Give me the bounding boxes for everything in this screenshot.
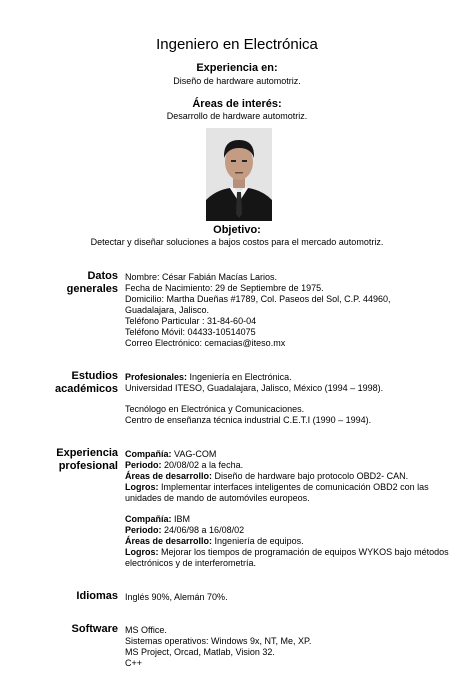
software-content xyxy=(125,625,455,669)
job-2-achievements-label: Logros: xyxy=(125,547,159,557)
studies-ceti: Centro de enseñanza técnica industrial C.E.T.I (1990 – 1994). xyxy=(125,415,372,425)
general-mobile-phone: Teléfono Móvil: 04433-10514075 xyxy=(125,327,256,337)
job-2-period xyxy=(125,525,455,536)
experience-label-line-2: profesional xyxy=(58,460,118,472)
job-1-achievements-value: Implementar interfaces inteligentes de comunicación OBD2 con las unidades de mando de automóviles europeos. xyxy=(125,482,429,503)
languages-content xyxy=(125,592,455,603)
job-2-areas-value: Ingeniería de equipos. xyxy=(212,536,304,546)
studies-university: Universidad ITESO, Guadalajara, Jalisco, México (1994 – 1998). xyxy=(125,383,384,393)
portrait-photo-icon xyxy=(206,128,272,221)
job-2-period-value: 24/06/98 a 16/08/02 xyxy=(161,525,245,535)
experience-content xyxy=(125,449,455,569)
objective-text: Detectar y diseñar soluciones a bajos costos para el mercado automotriz. xyxy=(90,237,384,247)
languages-label: Idiomas xyxy=(76,590,118,602)
job-1-achievements-label: Logros: xyxy=(125,482,159,492)
general-city: Guadalajara, Jalisco. xyxy=(125,305,210,315)
job-1-company-value: VAG-COM xyxy=(171,449,217,459)
studies-professional-value: Ingeniería en Electrónica. xyxy=(187,372,292,382)
general-address: Domicilio: Martha Dueñas #1789, Col. Paseos del Sol, C.P. 44960, xyxy=(125,294,391,304)
software-label: Software xyxy=(71,623,118,635)
job-2-areas xyxy=(125,536,455,547)
software-office: MS Office. xyxy=(125,625,167,635)
studies-label-line-1: Estudios xyxy=(71,370,118,382)
job-2-achievements-value: Mejorar los tiempos de programación de equipos WYKOS bajo métodos electrónicos y de interferometría. xyxy=(125,547,449,568)
portrait-photo xyxy=(206,128,272,221)
studies-label-line-2: académicos xyxy=(55,383,118,395)
job-1-areas-value: Diseño de hardware bajo protocolo OBD2- CAN. xyxy=(212,471,409,481)
job-2-period-label: Periodo: xyxy=(125,525,162,535)
cv-title: Ingeniero en Electrónica xyxy=(156,36,318,53)
general-data-label-line-1: Datos xyxy=(87,270,118,282)
general-data-label xyxy=(0,270,118,296)
software-os: Sistemas operativos: Windows 9x, NT, Me, XP. xyxy=(125,636,312,646)
general-data-content xyxy=(125,272,455,349)
studies-professional-label: Profesionales: xyxy=(125,372,188,382)
studies-technologist: Tecnólogo en Electrónica y Comunicaciones. xyxy=(125,404,305,414)
general-birthdate: Fecha de Nacimiento: 29 de Septiembre de 1975. xyxy=(125,283,324,293)
job-1-achievements xyxy=(125,482,455,504)
general-email: Correo Electrónico: cemacias@iteso.mx xyxy=(125,338,286,348)
software-tools: MS Project, Orcad, Matlab, Vision 32. xyxy=(125,647,275,657)
studies-label xyxy=(0,370,118,396)
interests-summary: Desarrollo de hardware automotriz. xyxy=(166,111,308,121)
experience-summary: Diseño de hardware automotriz. xyxy=(173,76,301,86)
job-1-company-label: Compañía: xyxy=(125,449,172,459)
general-name: Nombre: César Fabián Macías Larios. xyxy=(125,272,278,282)
experience-heading: Experiencia en: xyxy=(196,62,278,74)
job-2-company-value: IBM xyxy=(171,514,191,524)
software-languages: C++ xyxy=(125,658,143,668)
experience-label xyxy=(0,447,118,473)
job-1-period xyxy=(125,460,455,471)
job-2-company xyxy=(125,514,455,525)
job-1-period-value: 20/08/02 a la fecha. xyxy=(161,460,244,470)
objective-heading: Objetivo: xyxy=(213,224,261,236)
job-1-period-label: Periodo: xyxy=(125,460,162,470)
interests-heading: Áreas de interés: xyxy=(192,98,282,110)
job-2-areas-label: Áreas de desarrollo: xyxy=(125,536,213,546)
job-1-areas xyxy=(125,471,455,482)
job-2-achievements xyxy=(125,547,455,569)
general-home-phone: Teléfono Particular : 31-84-60-04 xyxy=(125,316,257,326)
job-1-company xyxy=(125,449,455,460)
studies-professional xyxy=(125,372,455,383)
studies-content xyxy=(125,372,455,426)
general-data-label-line-2: generales xyxy=(66,283,118,295)
job-1-areas-label: Áreas de desarrollo: xyxy=(125,471,213,481)
languages-text: Inglés 90%, Alemán 70%. xyxy=(125,592,228,602)
job-2-company-label: Compañía: xyxy=(125,514,172,524)
experience-label-line-1: Experiencia xyxy=(56,447,118,459)
